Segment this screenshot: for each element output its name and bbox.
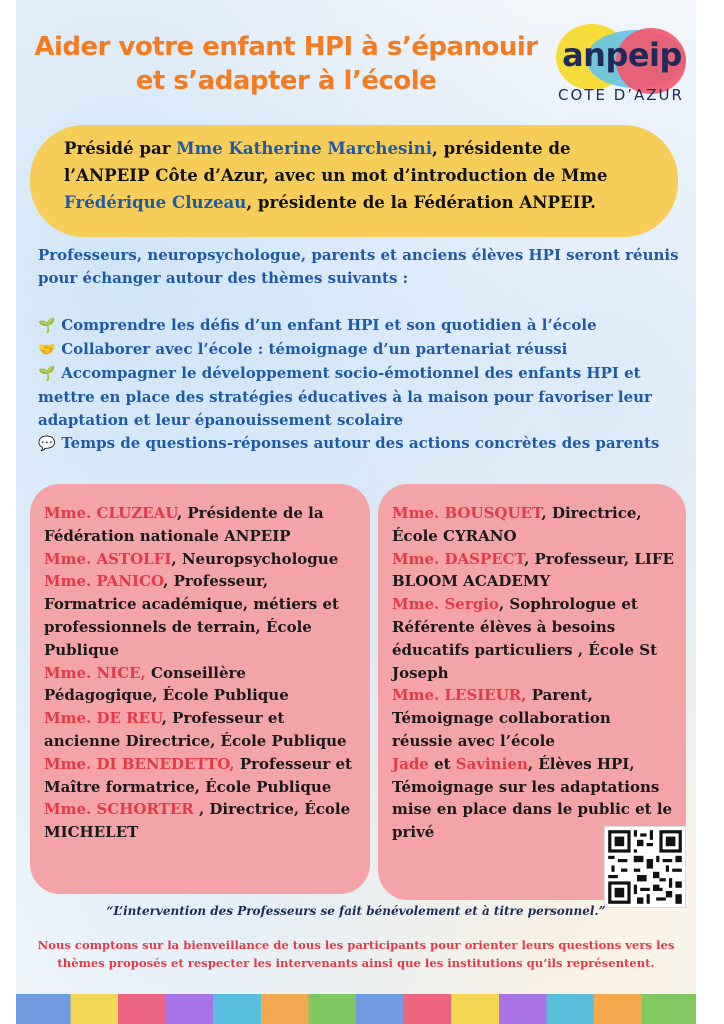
intro-name-federation: Frédérique Cluzeau: [64, 192, 247, 212]
students-entry: Jade et Savinien, Élèves HPI, Témoignage sur les adaptations mise en place dans le public et le privé: [392, 754, 673, 842]
intro-text-1: Présidé par: [64, 138, 177, 158]
speaker-entry: Mme. NICE, Conseillère Pédagogique, École Publique: [44, 663, 289, 705]
volunteer-note: “L’intervention des Professeurs se fait bénévolement et à titre personnel.”: [106, 904, 606, 918]
anpeip-logo: [536, 20, 696, 110]
speaker-entry: Mme. BOUSQUET, Directrice, École CYRANO: [392, 504, 642, 545]
speaker-entry: Mme. CLUZEAU, Présidente de la Fédération nationale ANPEIP: [44, 504, 324, 545]
flyer-page: [16, 0, 696, 1024]
title-line-2: et s’adapter à l’école: [135, 66, 437, 96]
theme-item: 🌱 Comprendre les défis d’un enfant HPI et son quotidien à l’école: [38, 314, 690, 338]
theme-item: 🌱 Accompagner le développement socio-émotionnel des enfants HPI et mettre en place des stratégies éducatives à la maison pour favoriser leur adaptation et leur épanouissement scolaire: [38, 364, 652, 429]
sprout-icon: 🌱: [38, 366, 56, 382]
speaker-entry: Mme. Sergio, Sophrologue et Référente élèves à besoins éducatifs particuliers , École St Joseph: [392, 595, 658, 682]
qr-code: [604, 826, 686, 908]
speaker-entry: Mme. LESIEUR, Parent, Témoignage collaboration réussie avec l’école: [392, 686, 611, 750]
intro-text-2: , présidente de l’ANPEIP Côte d’Azur, avec un mot d’introduction de Mme: [64, 138, 608, 185]
logo-subtitle: COTE D’AZUR: [558, 86, 684, 104]
theme-item: 💬 Temps de questions-réponses autour des actions concrètes des parents: [38, 432, 690, 456]
logo-wordmark: anpeip: [562, 36, 682, 74]
speaker-entry: Mme. SCHORTER , Directrice, École MICHELET: [44, 800, 351, 842]
speaker-entry: Mme. DE REU, Professeur et ancienne Directrice, École Publique: [44, 709, 347, 750]
theme-item: 🤝 Collaborer avec l’école : témoignage d’un partenariat réussi: [38, 338, 690, 362]
qr-code-icon: [605, 827, 685, 907]
speaker-entry: Mme. DI BENEDETTO, Professeur et Maître formatrice, École Publique: [44, 754, 352, 796]
intro-banner: [30, 125, 678, 237]
speech-bubble-icon: 💬: [38, 436, 56, 452]
speaker-entry: Mme. ASTOLFI, Neuropsychologue: [44, 549, 339, 568]
speaker-entry: Mme. PANICO, Professeur, Formatrice académique, métiers et professionnels de terrain, École Publique: [44, 572, 339, 659]
speakers-left-box: [30, 484, 370, 894]
title-line-1: Aider votre enfant HPI à s’épanouir: [34, 32, 538, 62]
lead-paragraph: Professeurs, neuropsychologue, parents et anciens élèves HPI seront réunis pour échanger autour des thèmes suivants :: [38, 246, 679, 287]
intro-name-president: Mme Katherine Marchesini: [176, 138, 433, 158]
sprout-icon: 🌱: [38, 318, 56, 334]
puzzle-border-decoration: [16, 994, 696, 1024]
intro-text-3: , présidente de la Fédération ANPEIP.: [246, 192, 596, 212]
disclaimer: Nous comptons sur la bienveillance de tous les participants pour orienter leurs questions vers les thèmes proposés et respecter les intervenants ainsi que les institutions qu’ils représentent.: [37, 938, 675, 970]
themes-list: [38, 314, 690, 456]
handshake-icon: 🤝: [38, 342, 56, 358]
speaker-entry: Mme. DASPECT, Professeur, LIFE BLOOM ACADEMY: [392, 549, 674, 591]
page-title: [26, 30, 546, 98]
